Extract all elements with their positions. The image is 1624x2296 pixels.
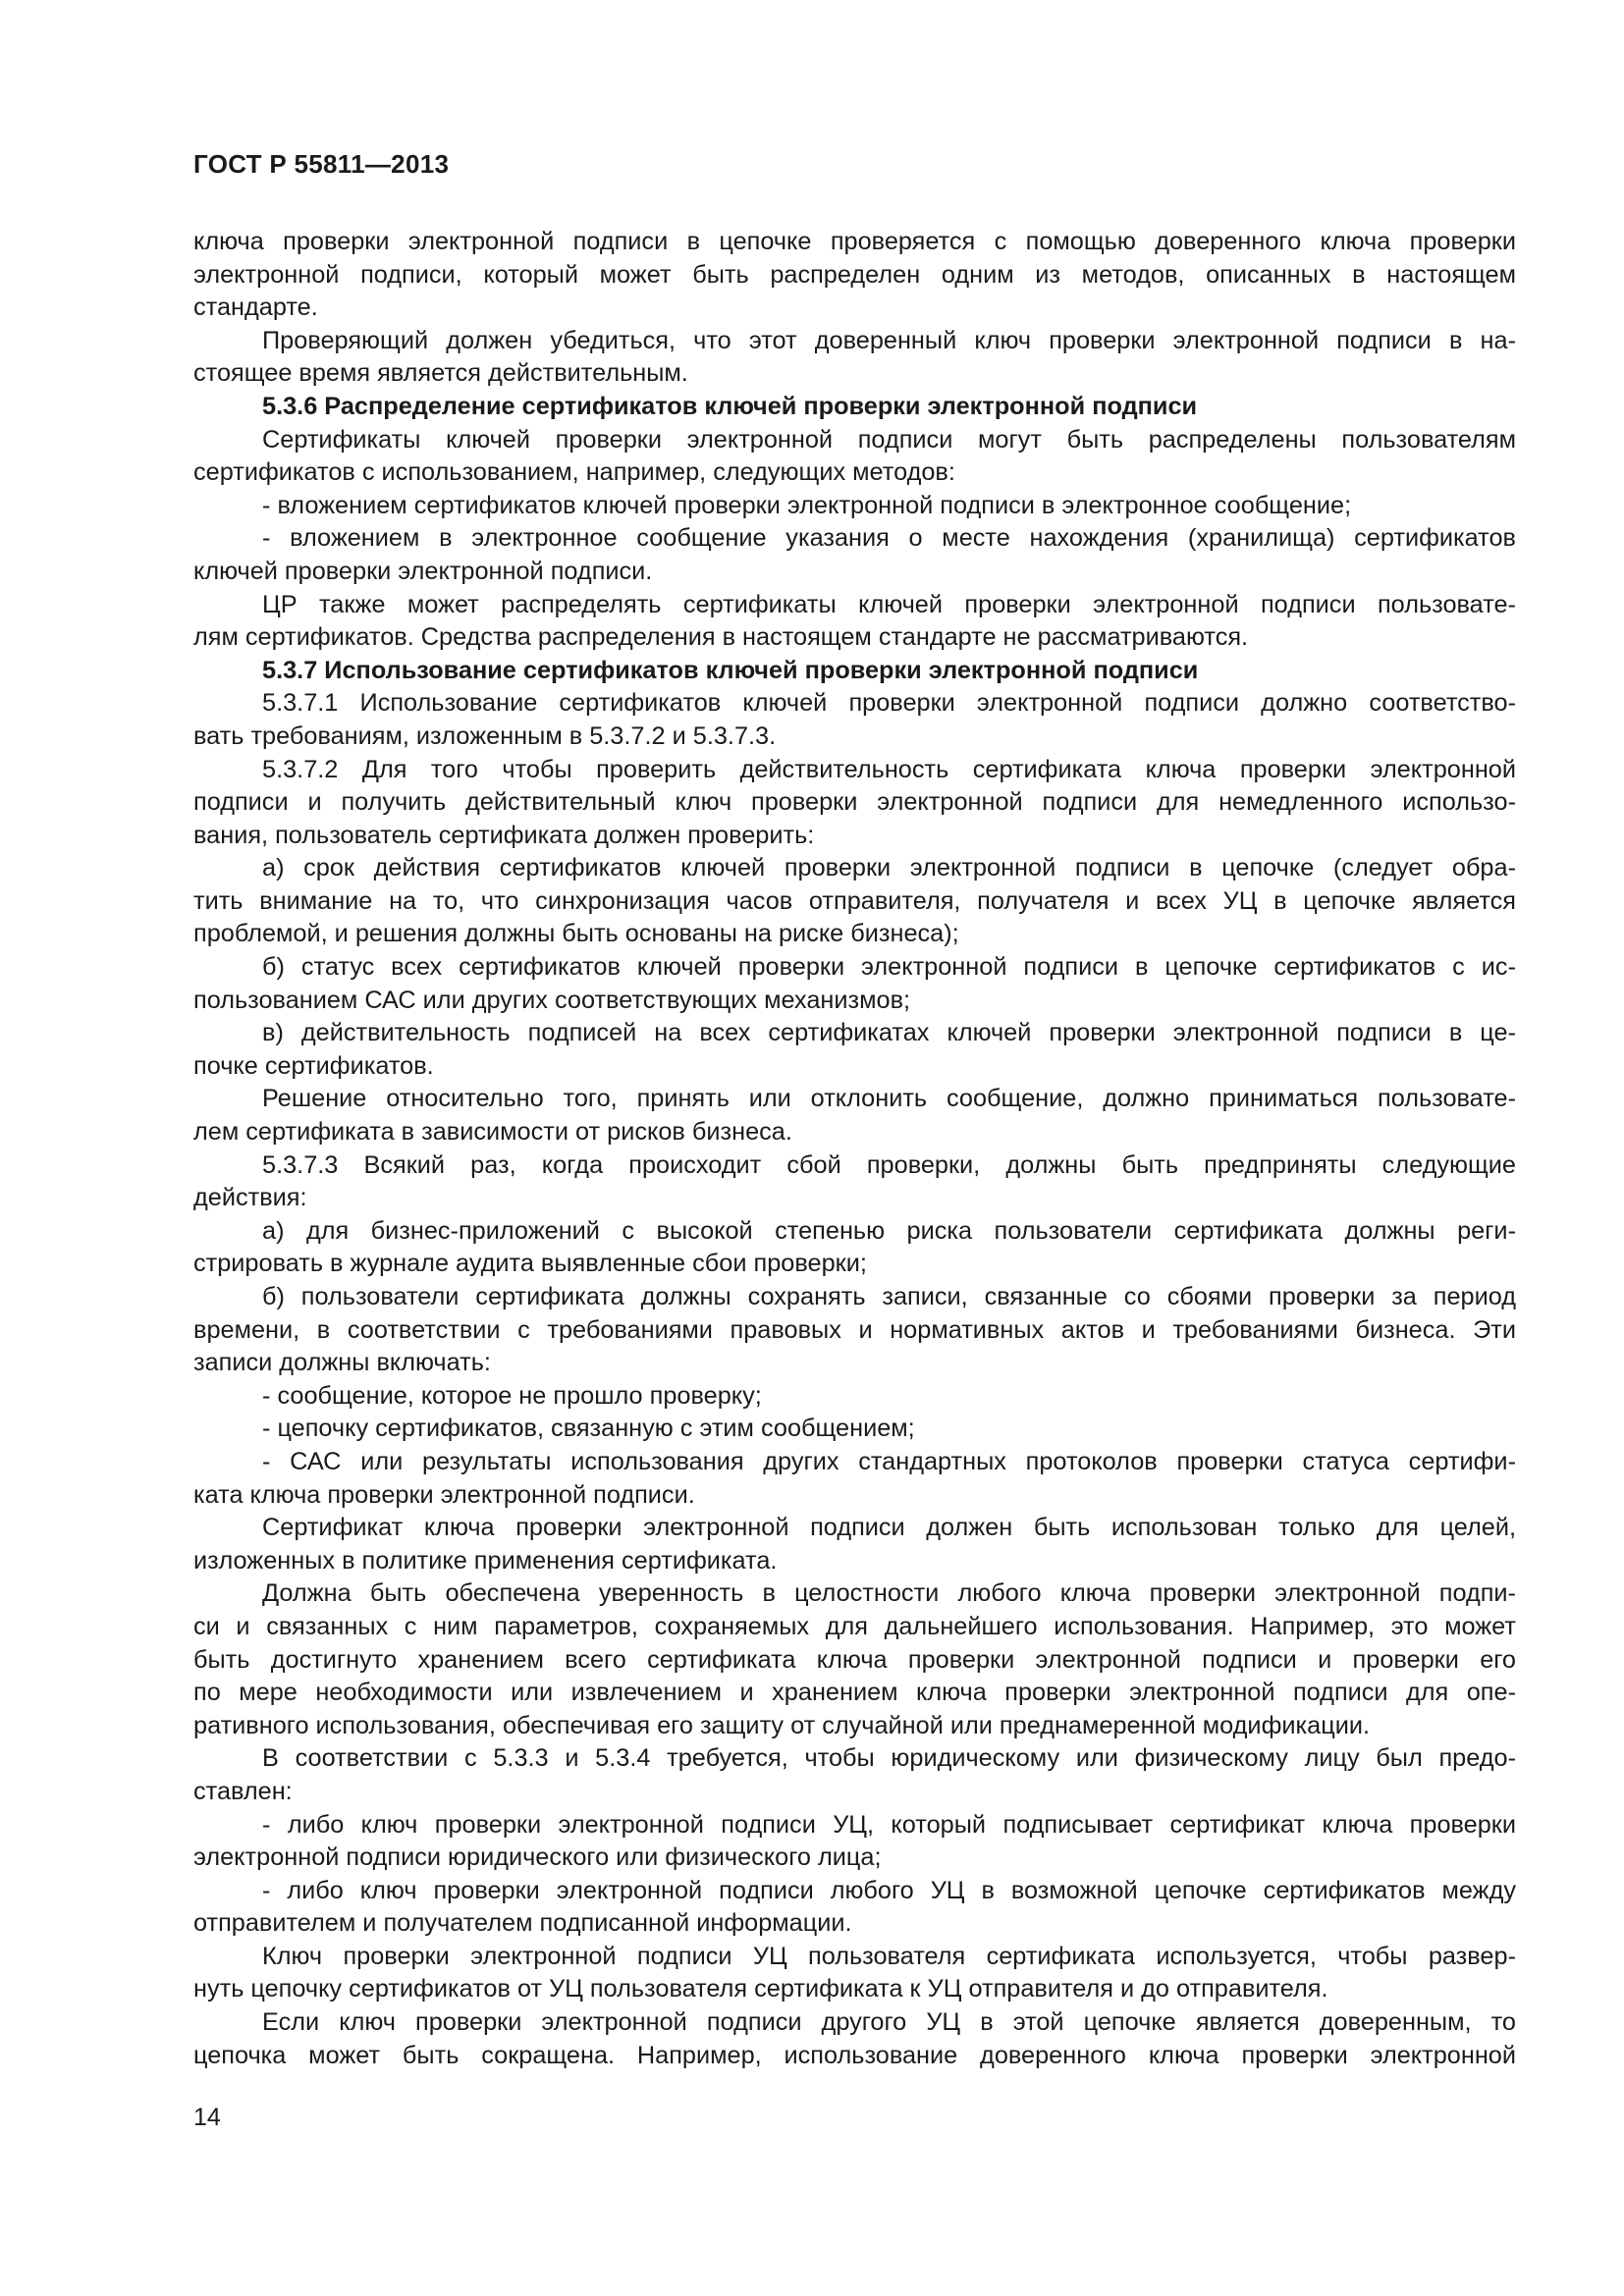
text-line: 5.3.7.2 Для того чтобы проверить действительность сертификата ключа проверки электронной xyxy=(262,755,1516,783)
text-line: а) срок действия сертификатов ключей проверки электронной подписи в цепочке (следует обра- xyxy=(262,854,1516,882)
text-line: электронной подписи юридического или физического лица; xyxy=(193,1843,882,1872)
text-line: подписи и получить действительный ключ проверки электронной подписи для немедленного использо- xyxy=(193,788,1516,817)
text-line: стандарте. xyxy=(193,294,318,322)
text-line: ЦР также может распределять сертификаты ключей проверки электронной подписи пользовате- xyxy=(262,590,1516,618)
text-line: изложенных в политике применения сертификата. xyxy=(193,1546,778,1575)
text-line: лем сертификата в зависимости от рисков бизнеса. xyxy=(193,1118,792,1147)
text-line: стрировать в журнале аудита выявленные сбои проверки; xyxy=(193,1250,867,1278)
text-line: - либо ключ проверки электронной подписи любого УЦ в возможной цепочке сертификатов между xyxy=(262,1876,1516,1904)
text-line: в) действительность подписей на всех сертификатах ключей проверки электронной подписи в це- xyxy=(262,1019,1516,1047)
text-line: пользованием САС или других соответствующих механизмов; xyxy=(193,986,911,1014)
text-line: 5.3.7.1 Использование сертификатов ключей проверки электронной подписи должно соответство- xyxy=(262,689,1516,718)
text-line: Сертификаты ключей проверки электронной подписи могут быть распределены пользователям xyxy=(262,425,1516,454)
text-line: Решение относительно того, принять или отклонить сообщение, должно приниматься пользовате- xyxy=(262,1085,1516,1113)
text-line: вания, пользователь сертификата должен проверить: xyxy=(193,821,815,849)
text-line: сертификатов с использованием, например, следующих методов: xyxy=(193,458,955,487)
text-line: - сообщение, которое не прошло проверку; xyxy=(262,1381,762,1410)
text-line: проблемой, и решения должны быть основаны на риске бизнеса); xyxy=(193,920,959,948)
text-line: по мере необходимости или извлечением и хранением ключа проверки электронной подписи для опе- xyxy=(193,1679,1516,1707)
text-line: действия: xyxy=(193,1184,307,1212)
text-line: лям сертификатов. Средства распределения в настоящем стандарте не рассматриваются. xyxy=(193,623,1249,652)
text-line: б) статус всех сертификатов ключей проверки электронной подписи в цепочке сертификатов с ис- xyxy=(262,953,1516,982)
text-line: Сертификат ключа проверки электронной подписи должен быть использован только для целей, xyxy=(262,1514,1516,1542)
text-line: вать требованиям, изложенным в 5.3.7.2 и 5.3.7.3. xyxy=(193,721,777,750)
section-heading-line: 5.3.7 Использование сертификатов ключей проверки электронной подписи xyxy=(262,656,1199,684)
text-line: а) для бизнес-приложений с высокой степенью риска пользователи сертификата должны реги- xyxy=(262,1216,1516,1245)
text-line: - САС или результаты использования других стандартных протоколов проверки статуса сертифи- xyxy=(262,1447,1516,1475)
section-heading-line: 5.3.6 Распределение сертификатов ключей проверки электронной подписи xyxy=(262,392,1198,420)
text-line: - либо ключ проверки электронной подписи УЦ, который подписывает сертификат ключа проверки xyxy=(262,1810,1516,1839)
text-line: ключей проверки электронной подписи. xyxy=(193,557,653,585)
text-line: цепочка может быть сокращена. Например, использование доверенного ключа проверки электронной xyxy=(193,2041,1516,2069)
text-line: записи должны включать: xyxy=(193,1349,491,1377)
text-line: быть достигнуто хранением всего сертификата ключа проверки электронной подписи и проверки его xyxy=(193,1645,1516,1674)
text-line: Проверяющий должен убедиться, что этот доверенный ключ проверки электронной подписи в на- xyxy=(262,326,1516,354)
text-line: стоящее время является действительным. xyxy=(193,359,688,388)
text-line: В соответствии с 5.3.3 и 5.3.4 требуется, чтобы юридическому или физическому лицу был предо- xyxy=(262,1744,1516,1773)
text-line: почке сертификатов. xyxy=(193,1051,434,1080)
text-line: 5.3.7.3 Всякий раз, когда происходит сбой проверки, должны быть предприняты следующие xyxy=(262,1150,1516,1179)
document-header: ГОСТ Р 55811—2013 xyxy=(193,149,450,179)
text-line: нуть цепочку сертификатов от УЦ пользователя сертификата к УЦ отправителя и до отправителя. xyxy=(193,1975,1328,2003)
text-line: Должна быть обеспечена уверенность в целостности любого ключа проверки электронной подпи- xyxy=(262,1579,1516,1608)
text-line: си и связанных с ним параметров, сохраняемых для дальнейшего использования. Например, это может xyxy=(193,1612,1516,1640)
text-line: электронной подписи, который может быть распределен одним из методов, описанных в настоящем xyxy=(193,260,1516,289)
text-line: - цепочку сертификатов, связанную с этим сообщением; xyxy=(262,1415,915,1443)
text-line: Ключ проверки электронной подписи УЦ пользователя сертификата используется, чтобы развер- xyxy=(262,1942,1516,1970)
page-number: 14 xyxy=(193,2104,221,2131)
text-line: - вложением в электронное сообщение указания о месте нахождения (хранилища) сертификатов xyxy=(262,524,1516,553)
body-text xyxy=(193,226,1516,2072)
text-line: ративного использования, обеспечивая его защиту от случайной или преднамеренной модификации. xyxy=(193,1711,1370,1739)
text-line: Если ключ проверки электронной подписи другого УЦ в этой цепочке является доверенным, то xyxy=(262,2008,1516,2037)
text-line: ката ключа проверки электронной подписи. xyxy=(193,1480,695,1509)
text-line: ключа проверки электронной подписи в цепочке проверяется с помощью доверенного ключа проверки xyxy=(193,228,1516,255)
text-line: б) пользователи сертификата должны сохранять записи, связанные со сбоями проверки за период xyxy=(262,1283,1516,1310)
text-line: ставлен: xyxy=(193,1777,293,1805)
text-line: отправителем и получателем подписанной информации. xyxy=(193,1909,852,1938)
text-line: времени, в соответствии с требованиями правовых и нормативных актов и требованиями бизнеса. Эти xyxy=(193,1315,1516,1344)
text-line: тить внимание на то, что синхронизация часов отправителя, получателя и всех УЦ в цепочке является xyxy=(193,886,1516,915)
text-line: - вложением сертификатов ключей проверки электронной подписи в электронное сообщение; xyxy=(262,491,1352,519)
